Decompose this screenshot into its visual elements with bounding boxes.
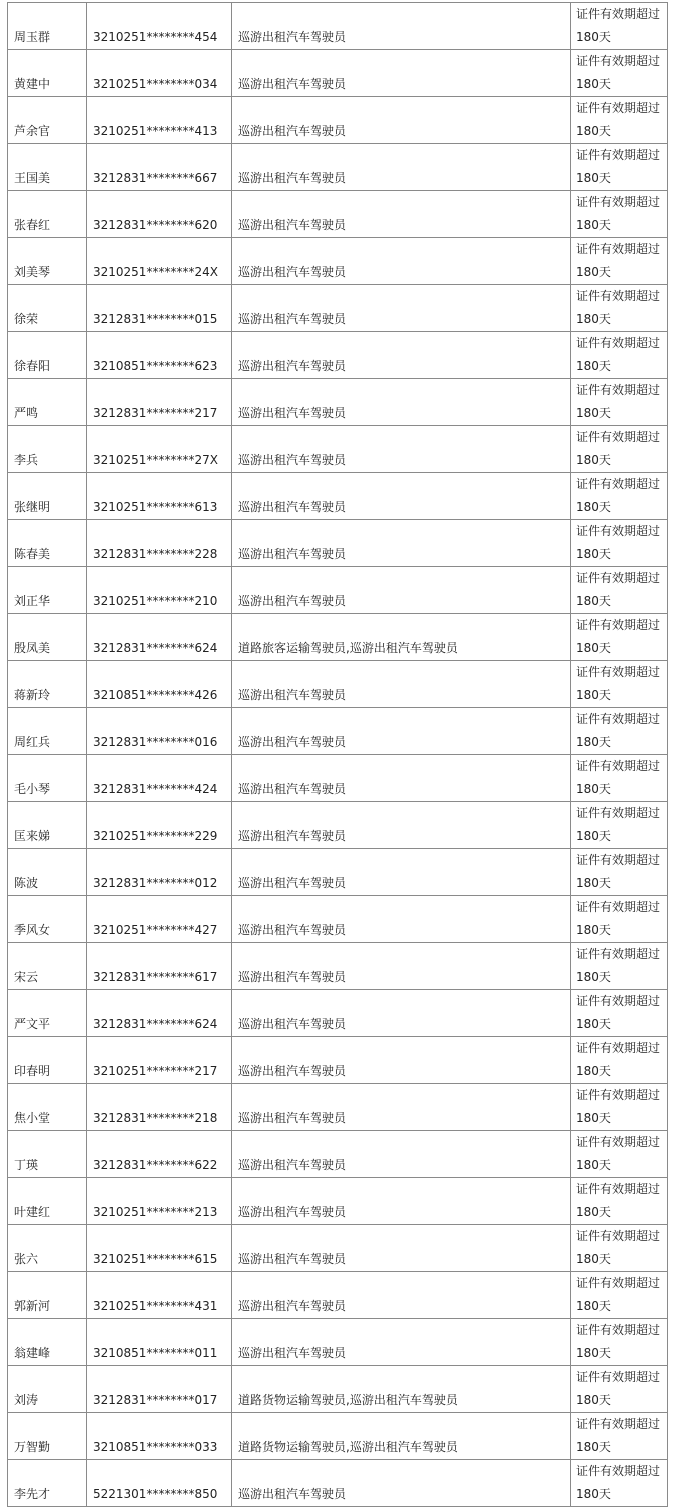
table-row [8,614,668,661]
driver-name-cell: 郭新河 [8,1272,87,1319]
status-cell: 证件有效期超过180天 [571,426,668,473]
table-row [8,943,668,990]
license-type-cell: 巡游出租汽车驾驶员 [232,896,571,943]
driver-name-cell: 刘美琴 [8,238,87,285]
id-number-cell: 3212831********217 [87,379,232,426]
id-number-cell: 3210251********454 [87,3,232,50]
license-type-cell: 巡游出租汽车驾驶员 [232,3,571,50]
driver-name-cell: 印春明 [8,1037,87,1084]
id-number-cell: 3212831********624 [87,614,232,661]
license-type-cell: 巡游出租汽车驾驶员 [232,50,571,97]
status-cell: 证件有效期超过180天 [571,755,668,802]
status-cell: 证件有效期超过180天 [571,473,668,520]
table-row [8,379,668,426]
id-number-cell: 3212831********017 [87,1366,232,1413]
license-type-cell: 道路旅客运输驾驶员,巡游出租汽车驾驶员 [232,614,571,661]
license-type-cell: 巡游出租汽车驾驶员 [232,379,571,426]
driver-name-cell: 周红兵 [8,708,87,755]
status-cell: 证件有效期超过180天 [571,990,668,1037]
id-number-cell: 3212831********424 [87,755,232,802]
license-type-cell: 巡游出租汽车驾驶员 [232,332,571,379]
status-cell: 证件有效期超过180天 [571,50,668,97]
table-row [8,1319,668,1366]
status-cell: 证件有效期超过180天 [571,97,668,144]
id-number-cell: 3210851********011 [87,1319,232,1366]
table-row [8,1366,668,1413]
id-number-cell: 3212831********617 [87,943,232,990]
driver-name-cell: 徐春阳 [8,332,87,379]
driver-name-cell: 翁建峰 [8,1319,87,1366]
license-type-cell: 巡游出租汽车驾驶员 [232,661,571,708]
table-row [8,50,668,97]
driver-name-cell: 严鸣 [8,379,87,426]
table-row [8,1131,668,1178]
driver-name-cell: 严文平 [8,990,87,1037]
id-number-cell: 3210251********431 [87,1272,232,1319]
status-cell: 证件有效期超过180天 [571,802,668,849]
table-row [8,97,668,144]
license-type-cell: 巡游出租汽车驾驶员 [232,567,571,614]
driver-name-cell: 张六 [8,1225,87,1272]
license-type-cell: 巡游出租汽车驾驶员 [232,943,571,990]
status-cell: 证件有效期超过180天 [571,1178,668,1225]
driver-name-cell: 丁瑛 [8,1131,87,1178]
id-number-cell: 3212831********218 [87,1084,232,1131]
table-row [8,1413,668,1460]
license-type-cell: 道路货物运输驾驶员,巡游出租汽车驾驶员 [232,1366,571,1413]
id-number-cell: 3212831********016 [87,708,232,755]
license-type-cell: 巡游出租汽车驾驶员 [232,473,571,520]
driver-name-cell: 芦余官 [8,97,87,144]
id-number-cell: 3212831********620 [87,191,232,238]
id-number-cell: 3210251********413 [87,97,232,144]
table-row [8,849,668,896]
table-row [8,1178,668,1225]
status-cell: 证件有效期超过180天 [571,379,668,426]
status-cell: 证件有效期超过180天 [571,567,668,614]
license-type-cell: 巡游出租汽车驾驶员 [232,238,571,285]
id-number-cell: 3210851********426 [87,661,232,708]
status-cell: 证件有效期超过180天 [571,1131,668,1178]
driver-name-cell: 徐荣 [8,285,87,332]
status-cell: 证件有效期超过180天 [571,1460,668,1507]
table-row [8,3,668,50]
license-type-cell: 巡游出租汽车驾驶员 [232,144,571,191]
status-cell: 证件有效期超过180天 [571,708,668,755]
driver-name-cell: 张春红 [8,191,87,238]
status-cell: 证件有效期超过180天 [571,191,668,238]
license-type-cell: 巡游出租汽车驾驶员 [232,97,571,144]
status-cell: 证件有效期超过180天 [571,1037,668,1084]
status-cell: 证件有效期超过180天 [571,1413,668,1460]
driver-name-cell: 李先才 [8,1460,87,1507]
table-row [8,990,668,1037]
table-row [8,1460,668,1507]
license-type-cell: 巡游出租汽车驾驶员 [232,520,571,567]
id-number-cell: 5221301********850 [87,1460,232,1507]
table-row [8,473,668,520]
table-row [8,144,668,191]
id-number-cell: 3212831********667 [87,144,232,191]
id-number-cell: 3212831********015 [87,285,232,332]
status-cell: 证件有效期超过180天 [571,520,668,567]
id-number-cell: 3210251********613 [87,473,232,520]
table-row [8,191,668,238]
table-row [8,1084,668,1131]
driver-name-cell: 万智勤 [8,1413,87,1460]
id-number-cell: 3212831********012 [87,849,232,896]
id-number-cell: 3210251********217 [87,1037,232,1084]
id-number-cell: 3210851********033 [87,1413,232,1460]
table-row [8,332,668,379]
table-row [8,896,668,943]
status-cell: 证件有效期超过180天 [571,1366,668,1413]
driver-name-cell: 蒋新玲 [8,661,87,708]
driver-name-cell: 周玉群 [8,3,87,50]
id-number-cell: 3210251********27X [87,426,232,473]
driver-name-cell: 殷凤美 [8,614,87,661]
driver-name-cell: 陈春美 [8,520,87,567]
id-number-cell: 3210851********623 [87,332,232,379]
license-type-cell: 巡游出租汽车驾驶员 [232,849,571,896]
id-number-cell: 3210251********427 [87,896,232,943]
table-row [8,426,668,473]
status-cell: 证件有效期超过180天 [571,1272,668,1319]
status-cell: 证件有效期超过180天 [571,1319,668,1366]
table-row [8,1272,668,1319]
status-cell: 证件有效期超过180天 [571,144,668,191]
license-type-cell: 巡游出租汽车驾驶员 [232,1319,571,1366]
driver-name-cell: 宋云 [8,943,87,990]
driver-name-cell: 李兵 [8,426,87,473]
license-type-cell: 巡游出租汽车驾驶员 [232,1272,571,1319]
status-cell: 证件有效期超过180天 [571,285,668,332]
driver-name-cell: 王国美 [8,144,87,191]
status-cell: 证件有效期超过180天 [571,3,668,50]
license-type-cell: 巡游出租汽车驾驶员 [232,802,571,849]
table-row [8,520,668,567]
status-cell: 证件有效期超过180天 [571,661,668,708]
license-type-cell: 巡游出租汽车驾驶员 [232,191,571,238]
driver-name-cell: 黄建中 [8,50,87,97]
driver-name-cell: 匡来娣 [8,802,87,849]
id-number-cell: 3210251********229 [87,802,232,849]
license-type-cell: 巡游出租汽车驾驶员 [232,708,571,755]
table-row [8,1225,668,1272]
license-type-cell: 巡游出租汽车驾驶员 [232,426,571,473]
driver-name-cell: 季风女 [8,896,87,943]
license-type-cell: 巡游出租汽车驾驶员 [232,1225,571,1272]
license-type-cell: 巡游出租汽车驾驶员 [232,1178,571,1225]
driver-name-cell: 刘涛 [8,1366,87,1413]
status-cell: 证件有效期超过180天 [571,614,668,661]
table-row [8,708,668,755]
driver-name-cell: 张继明 [8,473,87,520]
driver-records-table [7,2,668,1507]
table-row [8,802,668,849]
driver-name-cell: 陈波 [8,849,87,896]
license-type-cell: 巡游出租汽车驾驶员 [232,285,571,332]
status-cell: 证件有效期超过180天 [571,1084,668,1131]
driver-name-cell: 焦小堂 [8,1084,87,1131]
status-cell: 证件有效期超过180天 [571,896,668,943]
table-row [8,238,668,285]
status-cell: 证件有效期超过180天 [571,943,668,990]
driver-name-cell: 刘正华 [8,567,87,614]
table-body [8,3,668,1507]
license-type-cell: 巡游出租汽车驾驶员 [232,1131,571,1178]
driver-name-cell: 毛小琴 [8,755,87,802]
driver-name-cell: 叶建红 [8,1178,87,1225]
table-row [8,755,668,802]
status-cell: 证件有效期超过180天 [571,332,668,379]
status-cell: 证件有效期超过180天 [571,849,668,896]
license-type-cell: 巡游出租汽车驾驶员 [232,1460,571,1507]
table-row [8,661,668,708]
license-type-cell: 道路货物运输驾驶员,巡游出租汽车驾驶员 [232,1413,571,1460]
id-number-cell: 3210251********034 [87,50,232,97]
table-row [8,567,668,614]
license-type-cell: 巡游出租汽车驾驶员 [232,1037,571,1084]
id-number-cell: 3212831********622 [87,1131,232,1178]
license-type-cell: 巡游出租汽车驾驶员 [232,1084,571,1131]
id-number-cell: 3212831********624 [87,990,232,1037]
status-cell: 证件有效期超过180天 [571,1225,668,1272]
license-type-cell: 巡游出租汽车驾驶员 [232,990,571,1037]
status-cell: 证件有效期超过180天 [571,238,668,285]
id-number-cell: 3210251********24X [87,238,232,285]
table-row [8,1037,668,1084]
id-number-cell: 3210251********615 [87,1225,232,1272]
id-number-cell: 3210251********213 [87,1178,232,1225]
table-row [8,285,668,332]
id-number-cell: 3212831********228 [87,520,232,567]
license-type-cell: 巡游出租汽车驾驶员 [232,755,571,802]
id-number-cell: 3210251********210 [87,567,232,614]
